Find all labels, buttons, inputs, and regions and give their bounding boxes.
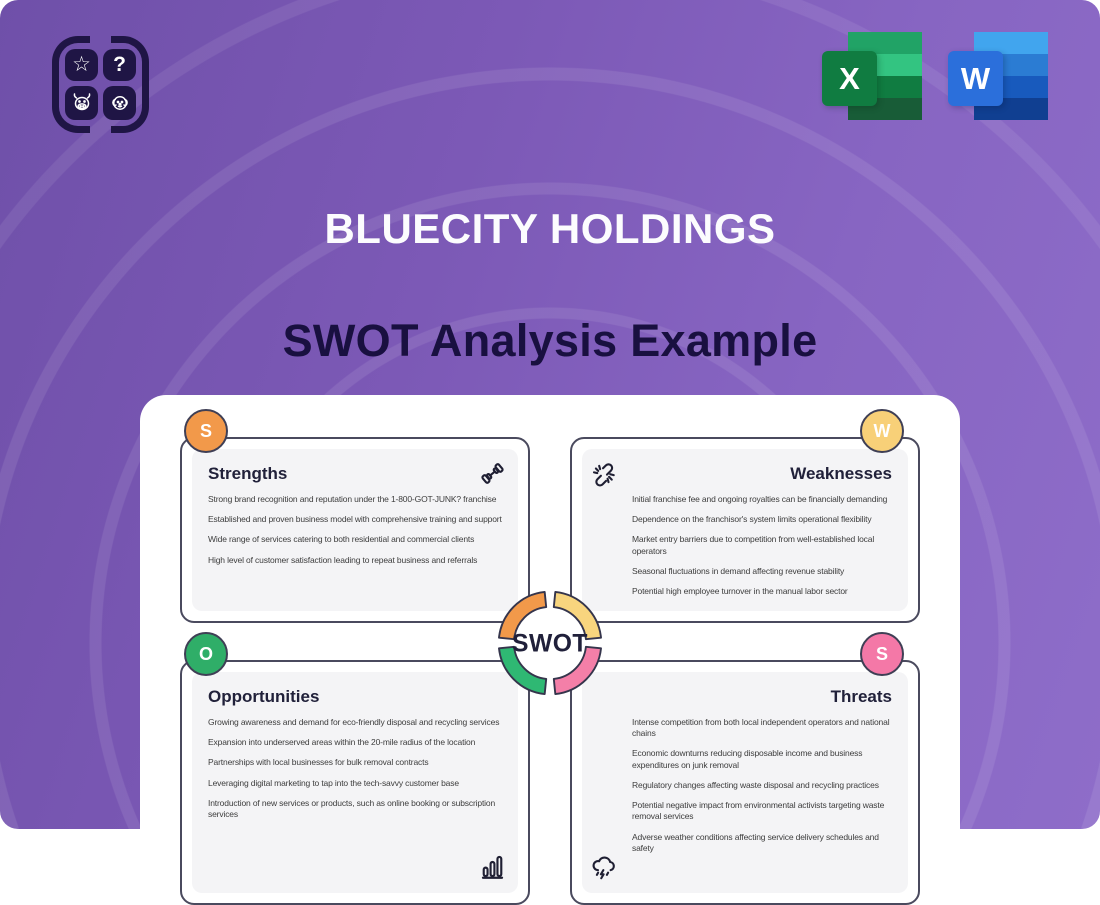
threats-item: Regulatory changes affecting waste disposal and recycling practices (632, 779, 879, 790)
weaknesses-panel (582, 449, 908, 611)
strengths-badge: S (184, 409, 228, 453)
question-icon (103, 49, 136, 81)
threats-item: Economic downturns reducing disposable income and business expenditures on junk removal (632, 748, 863, 770)
excel-letter: X (822, 51, 877, 106)
weaknesses-item: Dependence on the franchisor's system limits operational flexibility (632, 514, 872, 525)
storm-cloud-icon (589, 852, 619, 887)
strengths-item: Wide range of services catering to both residential and commercial clients (208, 534, 475, 545)
threats-panel (582, 672, 908, 893)
threats-item: Potential negative impact from environmental activists targeting waste removal services (632, 800, 885, 822)
cow-icon (65, 86, 98, 121)
swot-ring (493, 586, 607, 700)
weaknesses-quadrant (570, 420, 920, 623)
brand-logo[interactable] (52, 36, 149, 133)
weaknesses-item: Initial franchise fee and ongoing royalties can be financially demanding (632, 494, 888, 504)
strengths-title: Strengths (208, 464, 288, 483)
opportunities-panel (192, 672, 518, 893)
dog-icon (103, 86, 136, 121)
swot-center-label: SWOT (512, 630, 588, 658)
office-format-icons (822, 32, 1048, 122)
word-letter: W (948, 51, 1003, 106)
word-icon[interactable] (948, 32, 1048, 122)
company-title: BLUECITY HOLDINGS (324, 205, 776, 252)
opportunities-item: Leveraging digital marketing to tap into the tech-savvy customer base (208, 777, 459, 788)
star-glyph: ☆ (72, 53, 91, 77)
strengths-item: Strong brand recognition and reputation under the 1-800-GOT-JUNK? franchise (208, 494, 497, 504)
strengths-item: Established and proven business model with comprehensive training and support (208, 514, 502, 525)
threats-title: Threats (830, 687, 892, 706)
weaknesses-item: Potential high employee turnover in the manual labor sector (632, 586, 848, 597)
opportunities-title: Opportunities (208, 687, 320, 706)
threats-badge: S (860, 632, 904, 676)
strengths-quadrant (180, 420, 530, 623)
excel-icon[interactable] (822, 32, 922, 122)
strengths-panel (192, 449, 518, 611)
opportunities-item: Expansion into underserved areas within the 20-mile radius of the location (208, 737, 476, 748)
opportunities-badge: O (184, 632, 228, 676)
opportunities-item: Introduction of new services or products, such as online booking or subscription services (208, 797, 496, 820)
weaknesses-item: Seasonal fluctuations in demand affecting revenue stability (632, 565, 845, 576)
strengths-item: High level of customer satisfaction leading to repeat business and referrals (208, 554, 478, 565)
opportunities-item: Growing awareness and demand for eco-friendly disposal and recycling services (208, 717, 500, 727)
threats-item: Intense competition from both local independent operators and national chains (632, 717, 890, 739)
logo-icon-grid (65, 49, 136, 120)
page-title: SWOT Analysis Example (282, 315, 818, 366)
weaknesses-badge: W (860, 409, 904, 453)
opportunities-item: Partnerships with local businesses for bulk removal contracts (208, 757, 429, 768)
opportunities-quadrant (180, 643, 530, 905)
weaknesses-title: Weaknesses (790, 464, 892, 483)
threats-quadrant (570, 643, 920, 905)
star-icon (65, 49, 98, 81)
bar-chart-icon (479, 853, 506, 885)
weaknesses-item: Market entry barriers due to competition from well-established local operators (632, 534, 875, 556)
question-glyph: ? (113, 53, 126, 77)
threats-item: Adverse weather conditions affecting service delivery schedules and safety (632, 831, 879, 853)
dumbbell-icon (479, 460, 506, 492)
broken-link-icon (591, 460, 619, 493)
